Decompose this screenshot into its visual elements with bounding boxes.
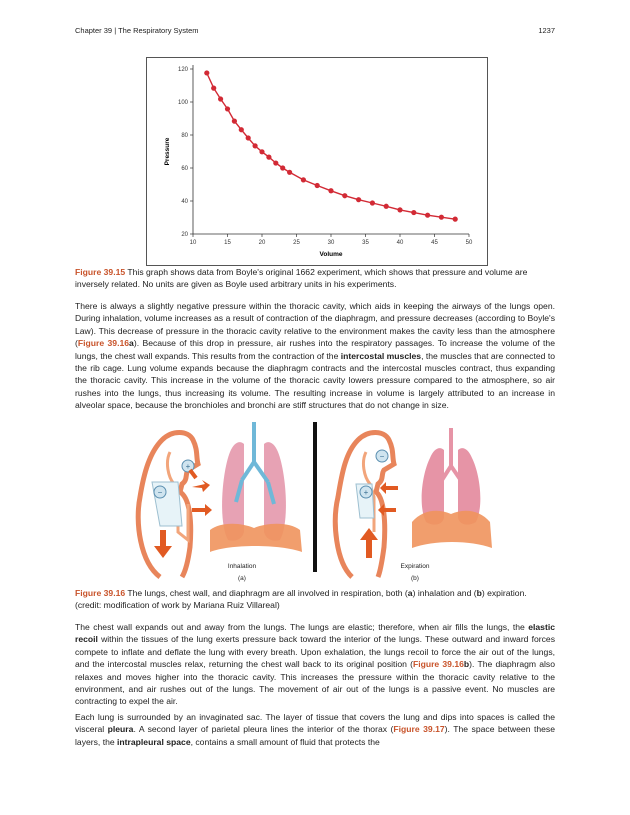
figure-39-15-caption bbox=[75, 266, 555, 290]
figure-label: Figure 39.15 bbox=[75, 267, 126, 277]
caption-text: ) expiration. (credit: modification of work by Mariana Ruiz Villareal) bbox=[75, 588, 527, 610]
data-point bbox=[453, 217, 458, 222]
x-tick-label: 40 bbox=[396, 240, 404, 246]
link-suffix: b bbox=[463, 659, 470, 670]
data-point bbox=[384, 204, 389, 209]
y-axis-label: Pressure bbox=[164, 137, 171, 166]
caption-text: The lungs, chest wall, and diaphragm are all involved in respiration, both ( bbox=[125, 588, 408, 598]
chart-canvas bbox=[147, 58, 487, 265]
x-tick-label: 10 bbox=[189, 240, 197, 246]
caption-text: This graph shows data from Boyle's original 1662 experiment, which shows that pressure and volume are inversely related. No units are given as Boyle used arbitrary units in his experiments. bbox=[75, 267, 528, 289]
data-point bbox=[315, 183, 320, 188]
svg-text:+: + bbox=[185, 462, 191, 471]
arrow-down-icon bbox=[154, 530, 172, 558]
inhalation-lungs bbox=[210, 422, 302, 552]
inhalation-label: Inhalation bbox=[227, 563, 257, 570]
paragraph-elastic-recoil bbox=[75, 621, 555, 708]
text-run: Each lung is surrounded by an invaginated sac. The layer of tissue that covers the lung and dips into spaces is called the visceral bbox=[75, 712, 555, 735]
figure-39-16-caption bbox=[75, 587, 555, 611]
data-point bbox=[239, 127, 244, 132]
text-run: within the tissues of the lung exerts pressure back toward the interior of the lungs. These outward and inward forces compete to inflate and deflate the lung with every breath. Upon exhalation, the lungs recoil to force the air out of the lungs, and the intercostal muscles relax, returning the chest wall back to its original position ( bbox=[75, 634, 555, 670]
data-point bbox=[259, 149, 264, 154]
data-point bbox=[342, 193, 347, 198]
key-term: intrapleural space bbox=[117, 736, 191, 747]
panel-a-letter: (a) bbox=[238, 575, 246, 582]
text-run: There is always a slightly negative pressure within the thoracic cavity, which aids in keeping the airways of the lungs open. During inhalation, volume increases as a result of contraction of the diaphragm, and pressure decreases (according to Boyle's Law). This decrease of pressure in the thoracic cavity relative to the environment makes the cavity less than the atmosphere ( bbox=[75, 301, 555, 349]
text-run: . A second layer of parietal pleura lines the interior of the thorax ( bbox=[133, 724, 394, 735]
page-header bbox=[75, 26, 555, 35]
figure-link[interactable] bbox=[78, 338, 134, 348]
svg-text:+: + bbox=[363, 488, 369, 497]
data-point bbox=[280, 165, 285, 170]
panel-ref: b bbox=[476, 588, 482, 598]
link-suffix: a bbox=[129, 338, 134, 349]
arrow-out-icon bbox=[192, 480, 210, 492]
y-tick-label: 60 bbox=[181, 166, 188, 172]
data-point bbox=[246, 135, 251, 140]
data-point bbox=[273, 160, 278, 165]
arrow-in-icon bbox=[380, 482, 398, 494]
arrow-in-icon bbox=[190, 470, 196, 478]
y-tick-label: 80 bbox=[181, 133, 188, 139]
series-line bbox=[207, 73, 455, 219]
text-run: , the muscles that are connected to the rib cage. Lung volume expands because the diaphragm contracts and the intercostal muscles contract, thus expanding the thoracic cavity. This increase in the volume of the thoracic cavity lowers pressure compared to the atmosphere, so air rushes into the lungs, thus increasing its volume. The resulting increase in volume is largely attributed to an increase in alveolar space, because the bronchioles and bronchi are stiff structures that do not change in size. bbox=[75, 350, 555, 411]
data-point bbox=[439, 215, 444, 220]
data-point bbox=[425, 213, 430, 218]
data-point bbox=[204, 70, 209, 75]
expiration-label: Expiration bbox=[400, 563, 430, 570]
caption-text: ) inhalation and ( bbox=[412, 588, 477, 598]
x-tick-label: 50 bbox=[465, 240, 473, 246]
x-tick-label: 15 bbox=[224, 240, 231, 246]
x-tick-label: 45 bbox=[431, 240, 438, 246]
svg-text:−: − bbox=[157, 488, 163, 497]
page-number: 1237 bbox=[538, 26, 555, 35]
arrow-up-icon bbox=[360, 528, 378, 558]
panel-b-letter: (b) bbox=[411, 575, 419, 582]
inhalation-body-outline bbox=[138, 433, 198, 578]
data-point bbox=[356, 197, 361, 202]
figure-link[interactable]: Figure 39.17 bbox=[393, 724, 445, 735]
panel-divider bbox=[313, 422, 317, 572]
key-term: elastic recoil bbox=[75, 622, 555, 645]
x-axis-label: Volume bbox=[319, 251, 343, 258]
respiration-diagram bbox=[130, 422, 500, 584]
arrow-out-icon bbox=[192, 504, 212, 516]
figure-link[interactable] bbox=[413, 659, 469, 669]
paragraph-thoracic-pressure bbox=[75, 300, 555, 412]
text-run: The chest wall expands out and away from the lungs. The lungs are elastic; therefore, when air fills the lungs, the bbox=[75, 622, 529, 632]
paragraph-pleura bbox=[75, 711, 555, 748]
data-point bbox=[370, 200, 375, 205]
x-tick-label: 35 bbox=[362, 240, 369, 246]
x-tick-label: 25 bbox=[293, 240, 300, 246]
y-tick-label: 100 bbox=[177, 100, 188, 106]
key-term: pleura bbox=[107, 724, 134, 735]
svg-text:−: − bbox=[379, 452, 385, 461]
y-tick-label: 40 bbox=[181, 199, 188, 205]
y-tick-label: 120 bbox=[177, 67, 188, 73]
data-point bbox=[411, 210, 416, 215]
data-point bbox=[328, 188, 333, 193]
link-text: Figure 39.16 bbox=[77, 338, 130, 349]
chapter-title: Chapter 39 | The Respiratory System bbox=[75, 26, 199, 35]
figure-39-16-illustration bbox=[130, 422, 500, 584]
x-tick-label: 20 bbox=[258, 240, 266, 246]
panel-ref: a bbox=[407, 588, 413, 598]
text-run: ). Because of this drop in pressure, air rushes into the respiratory passages. To increase the volume of the lungs, the chest wall expands. This results from the contraction of the bbox=[75, 338, 555, 361]
data-point bbox=[287, 170, 292, 175]
boyle-chart bbox=[146, 57, 488, 266]
link-text: Figure 39.16 bbox=[412, 659, 464, 670]
figure-label: Figure 39.16 bbox=[75, 588, 126, 598]
x-tick-label: 30 bbox=[327, 240, 335, 246]
data-point bbox=[225, 106, 230, 111]
text-run: , contains a small amount of fluid that protects the bbox=[190, 736, 380, 747]
data-point bbox=[232, 119, 237, 124]
data-point bbox=[218, 96, 223, 101]
key-term: intercostal muscles bbox=[340, 350, 422, 361]
data-point bbox=[301, 177, 306, 182]
data-point bbox=[397, 207, 402, 212]
data-point bbox=[211, 86, 216, 91]
data-point bbox=[253, 143, 258, 148]
y-tick-label: 20 bbox=[181, 232, 188, 238]
text-run: ). The diaphragm also relaxes and moves higher into the thoracic cavity. This increases the pressure within the thoracic cavity relative to the environment, and air rushes out of the lungs. The movement of air out of the lungs is a passive event. No muscles are contracting to expel the air. bbox=[75, 659, 556, 707]
expiration-lungs bbox=[412, 428, 492, 548]
data-point bbox=[266, 155, 271, 160]
text-run: ). The space between these layers, the bbox=[75, 724, 555, 747]
